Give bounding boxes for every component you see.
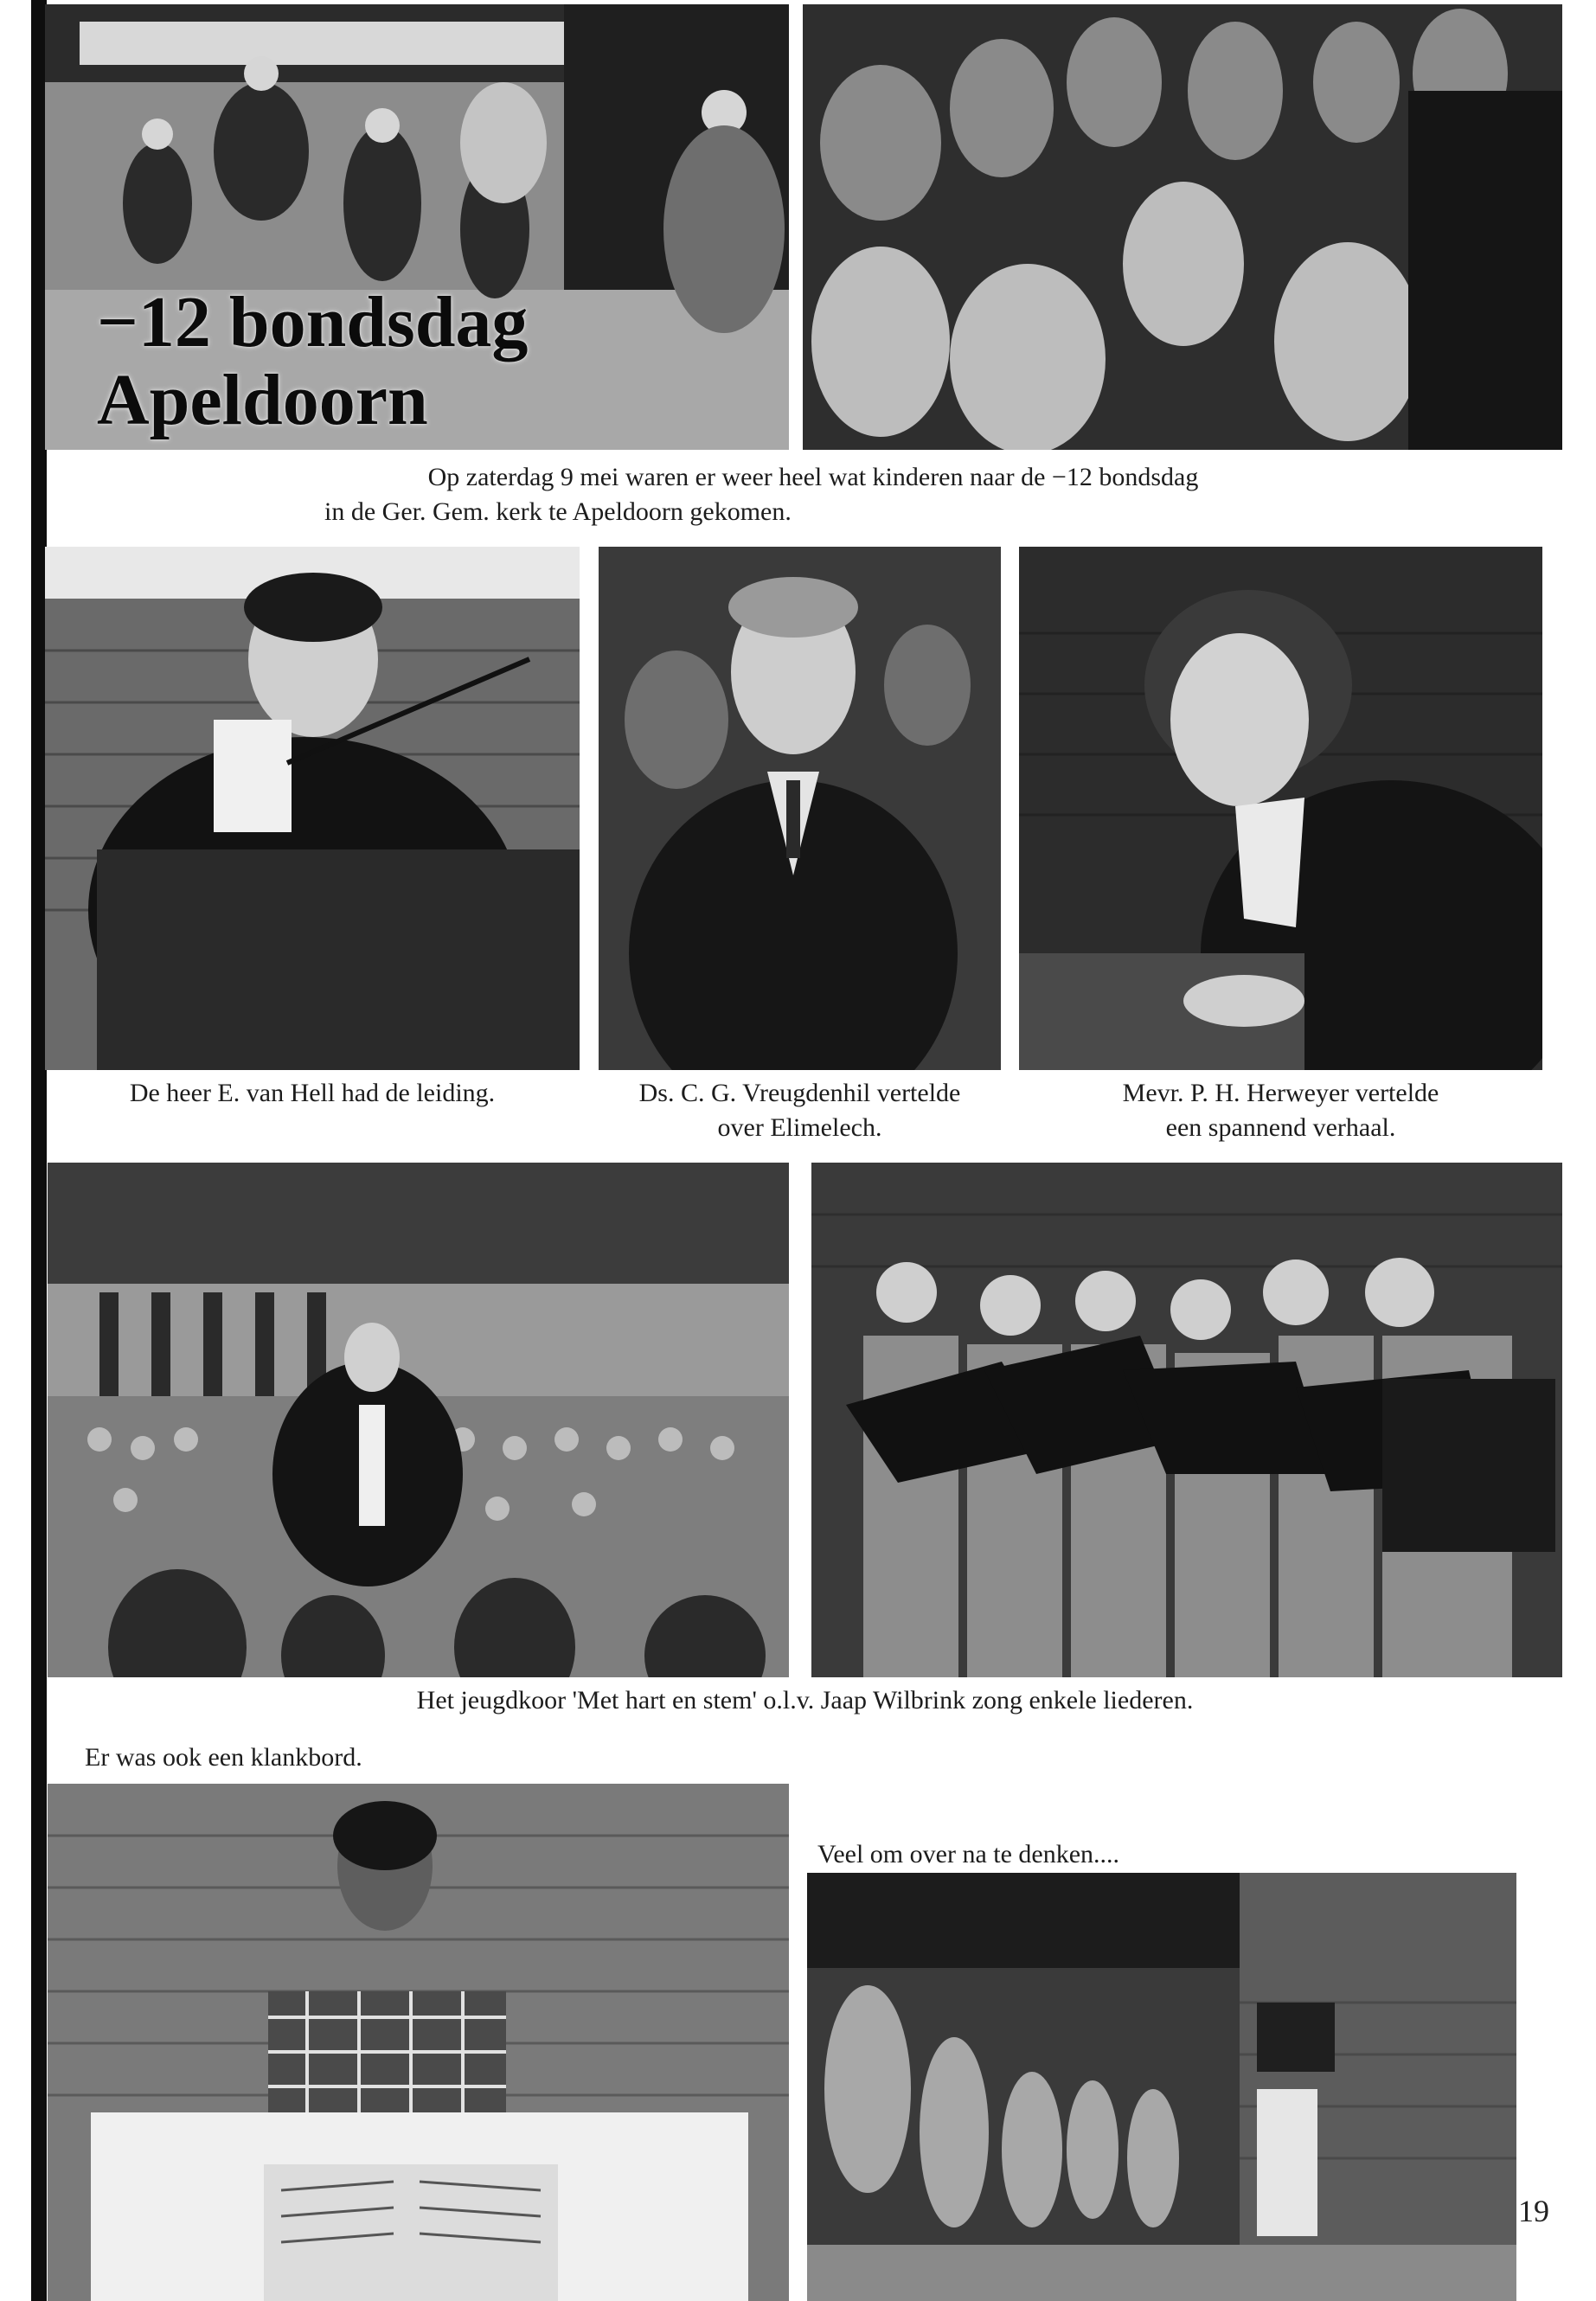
photo-youth-choir — [811, 1163, 1562, 1677]
caption-speaker1-line2: over Elimelech. — [717, 1113, 882, 1142]
caption-choir: Het jeugdkoor 'Met hart en stem' o.l.v. Jaap Wilbrink zong enkele liederen. — [416, 1686, 1194, 1715]
caption-speaker1 — [599, 1076, 1001, 1145]
photo-audience-children — [803, 4, 1562, 450]
page-number: 19 — [1518, 2194, 1549, 2228]
caption-panel: Er was ook een klankbord. — [85, 1743, 362, 1772]
photo-rev-vreugdenhil — [599, 547, 1001, 1070]
photo-mrs-herweyer — [1019, 547, 1542, 1070]
photo-choir-conductor — [48, 1163, 789, 1677]
caption-intro-line2: in de Ger. Gem. kerk te Apeldoorn gekomen. — [324, 497, 792, 526]
caption-reflect: Veel om over na te denken.... — [817, 1840, 1120, 1868]
caption-leader: De heer E. van Hell had de leiding. — [129, 1079, 496, 1107]
caption-speaker2 — [1019, 1076, 1542, 1145]
caption-speaker2-line2: een spannend verhaal. — [1165, 1113, 1396, 1142]
photo-leader-at-lectern — [45, 547, 580, 1070]
page-headline: −12 bondsdag Apeldoorn — [97, 282, 529, 440]
caption-speaker1-line1: Ds. C. G. Vreugdenhil vertelde — [638, 1079, 961, 1107]
caption-intro — [173, 460, 1453, 529]
caption-speaker2-line1: Mevr. P. H. Herweyer vertelde — [1122, 1079, 1439, 1107]
caption-intro-line1: Op zaterdag 9 mei waren er weer heel wat kinderen naar de −12 bondsdag — [427, 463, 1199, 491]
photo-panel-boy — [48, 1784, 789, 2301]
photo-church-entrance — [807, 1873, 1516, 2301]
photo-children-running — [45, 4, 789, 450]
